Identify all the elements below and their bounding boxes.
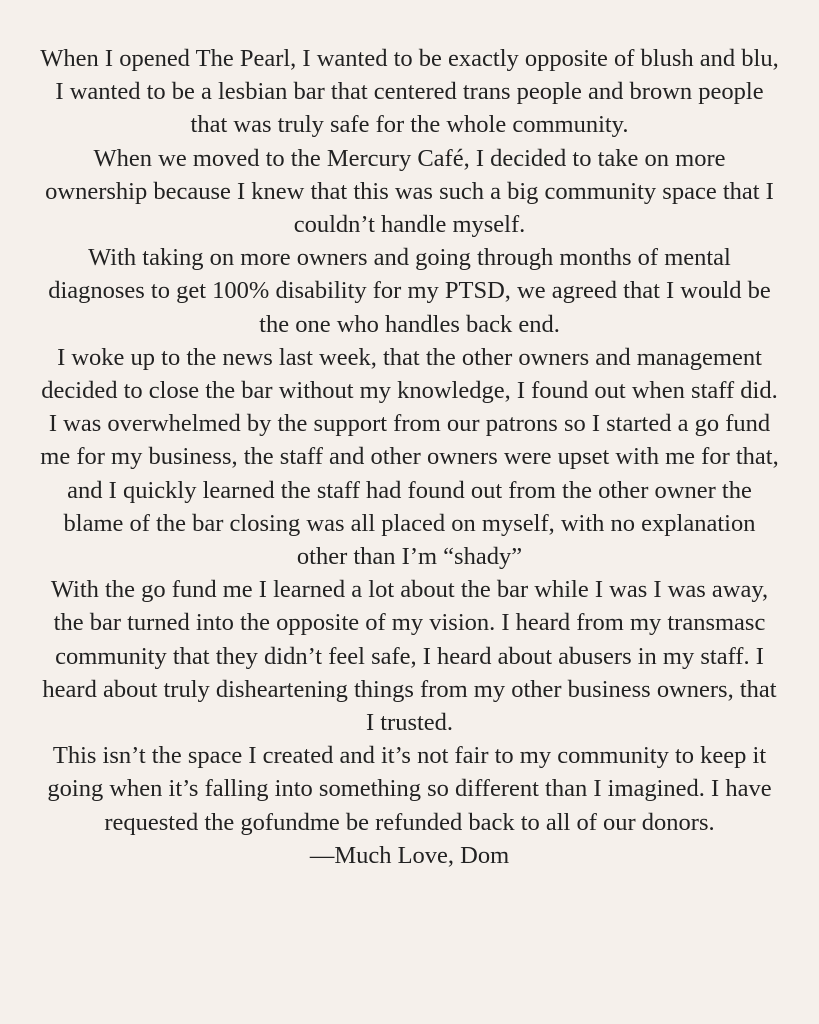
paragraph-mercury-cafe-move: When we moved to the Mercury Café, I decided to take on more ownership because I knew that this was such a big community space that I couldn’t handle myself.: [45, 144, 774, 239]
paragraph-more-owners: With taking on more owners and going through months of mental diagnoses to get 100% disability for my PTSD, we agreed that I would be the one who handles back end.: [48, 244, 771, 338]
statement-letter: [40, 42, 779, 872]
signoff: —Much Love, Dom: [309, 841, 510, 869]
paragraph-go-fund-me: I was overwhelmed by the support from our patrons so I started a go fund me for my business, the staff and other owners were upset with me for that, and I quickly learned the staff had found out from the other owner the blame of the bar closing was all placed on myself, with no explanation other than I’m “shady”: [40, 410, 779, 571]
paragraph-refund-request: This isn’t the space I created and it’s not fair to my community to keep it going when it’s falling into something so different than I imagined. I have requested the gofundme be refunded back to all of our donors.: [47, 742, 772, 836]
paragraph-learned-about-bar: With the go fund me I learned a lot about the bar while I was I was away, the bar turned into the opposite of my vision. I heard from my transmasc community that they didn’t feel safe, I heard about abusers in my staff. I heard about truly disheartening things from my other business owners, that I trusted.: [42, 576, 777, 737]
paragraph-the-pearl-vision: When I opened The Pearl, I wanted to be exactly opposite of blush and blu, I wanted to be a lesbian bar that centered trans people and brown people that was truly safe for the whole community.: [40, 45, 779, 139]
paragraph-bar-closing-news: I woke up to the news last week, that the other owners and management decided to close the bar without my knowledge, I found out when staff did.: [41, 343, 778, 405]
